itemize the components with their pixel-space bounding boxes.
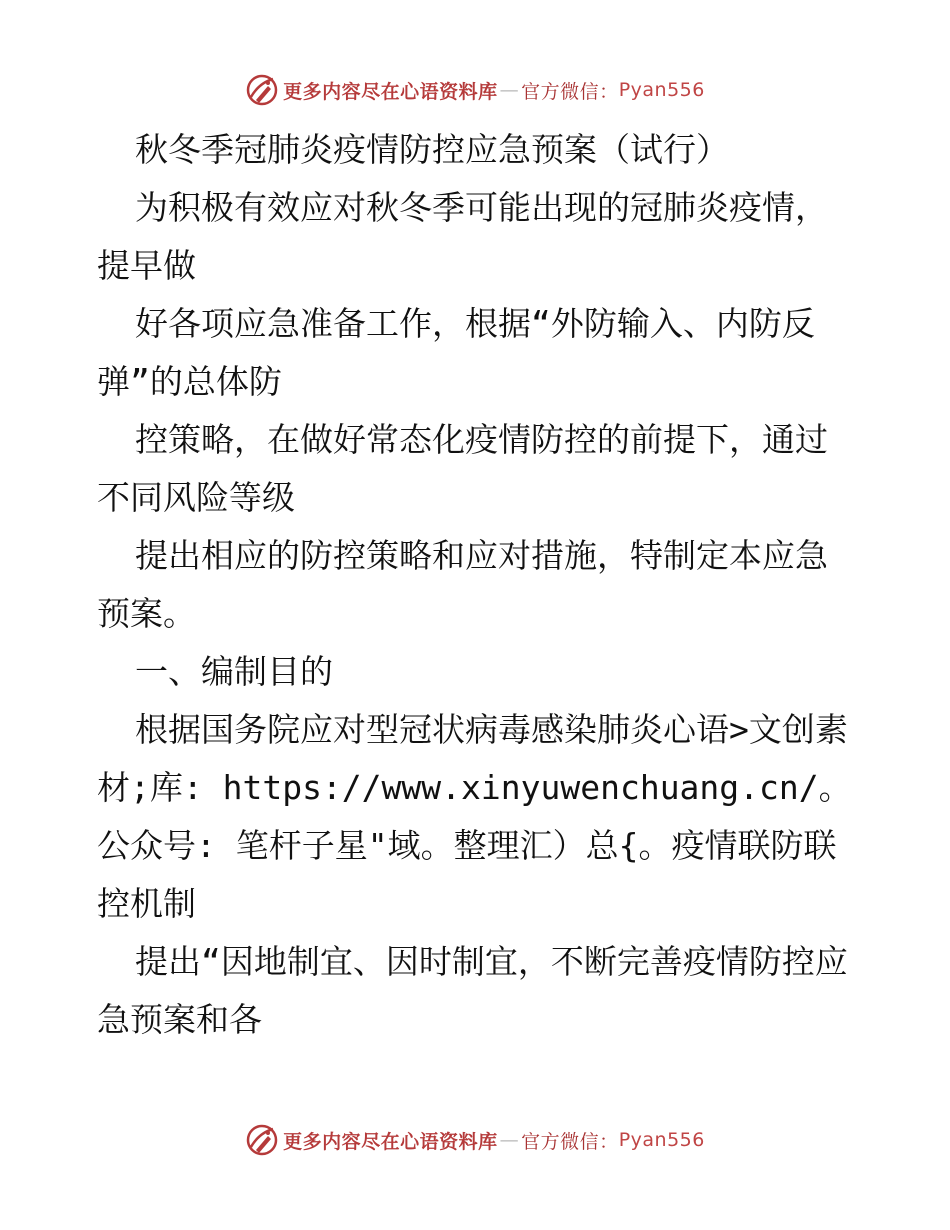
banner-text: 更多内容尽在心语资料库	[283, 80, 498, 103]
paragraph: 为积极有效应对秋冬季可能出现的冠肺炎疫情，提早做	[97, 188, 828, 285]
paragraph: 控策略，在做好常态化疫情防控的前提下，通过不同风险等级	[97, 420, 828, 517]
paragraph: 好各项应急准备工作，根据“外防输入、内防反弹”的总体防	[97, 304, 815, 401]
banner-dash: —	[499, 79, 520, 101]
pen-logo-icon	[245, 73, 279, 107]
pen-logo-icon	[245, 1123, 279, 1157]
banner-wechat-id: Pyan556	[618, 1129, 705, 1151]
banner-text: 更多内容尽在心语资料库	[283, 1130, 498, 1153]
paragraph: 提出相应的防控策略和应对措施，特制定本应急预案。	[97, 536, 828, 633]
footer-banner	[0, 1120, 950, 1160]
banner-wechat-label: 官方微信：	[521, 1130, 619, 1153]
banner-wechat-label: 官方微信：	[521, 80, 619, 103]
document-body	[97, 121, 857, 1049]
paragraph: 提出“因地制宜、因时制宜，不断完善疫情防控应急预案和各	[97, 942, 848, 1039]
section-heading: 一、编制目的	[135, 652, 333, 691]
header-banner	[0, 70, 950, 110]
banner-wechat-id: Pyan556	[618, 79, 705, 101]
document-title: 秋冬季冠肺炎疫情防控应急预案（试行）	[135, 130, 729, 169]
banner-dash: —	[499, 1129, 520, 1151]
paragraph: 根据国务院应对型冠状病毒感染肺炎心语>文创素材;库: https://www.xinyuwenchuang.cn/。公众号: 笔杆子星"域。整理汇）总{。疫情联防联控机制	[97, 710, 852, 923]
